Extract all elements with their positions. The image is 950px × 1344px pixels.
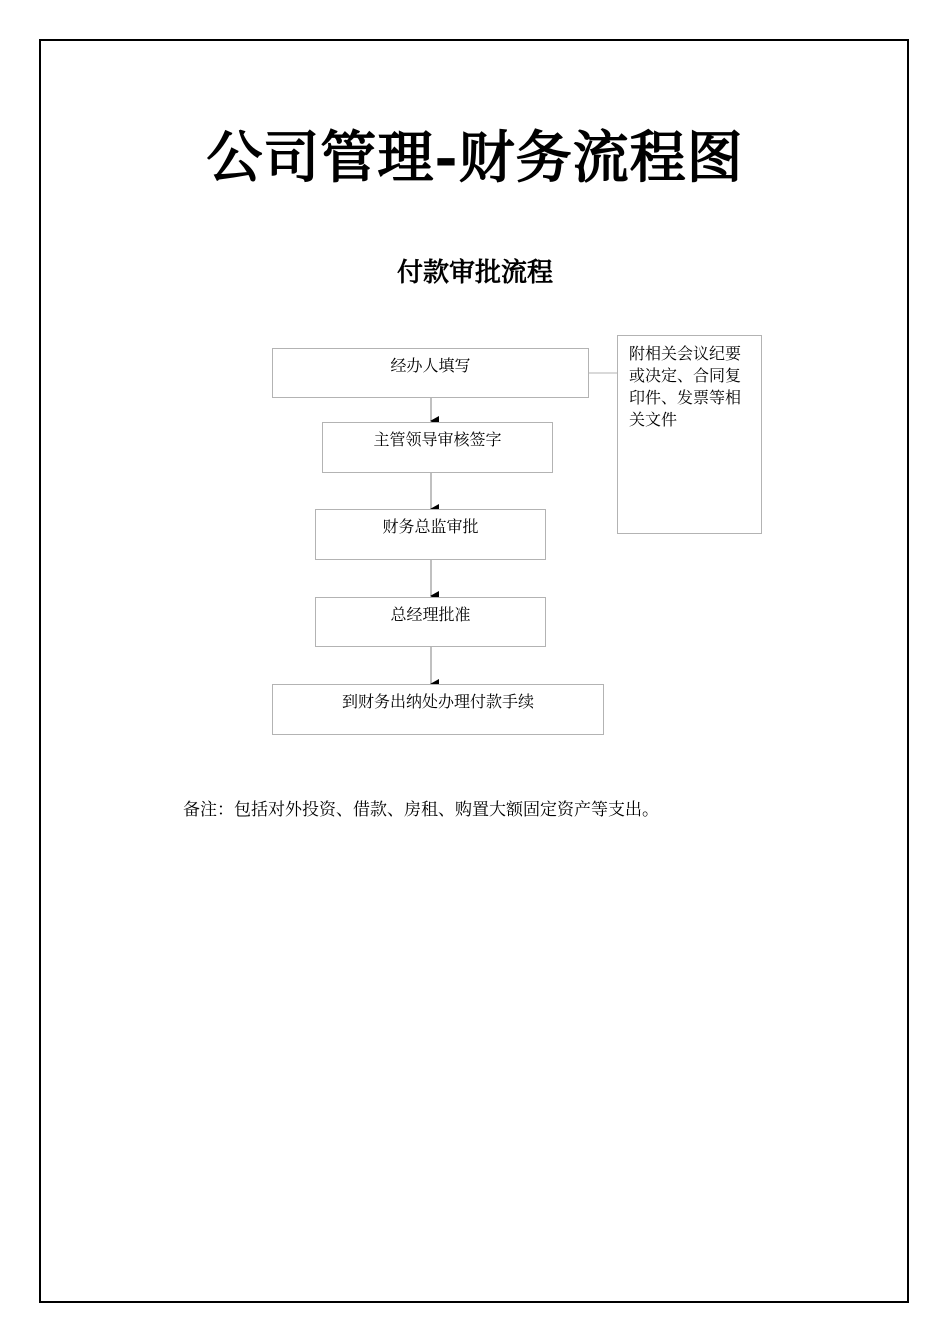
flow-step-cashier-payment: 到财务出纳处办理付款手续 bbox=[272, 684, 604, 735]
flow-step-applicant: 经办人填写 bbox=[272, 348, 589, 398]
flow-step-gm-approval: 总经理批准 bbox=[315, 597, 546, 647]
flow-step-cfo-approval: 财务总监审批 bbox=[315, 509, 546, 560]
flow-subtitle: 付款审批流程 bbox=[396, 258, 553, 288]
remark-text: 备注：包括对外投资、借款、房租、购置大额固定资产等支出。 bbox=[183, 800, 659, 820]
flow-step-supervisor-review: 主管领导审核签字 bbox=[322, 422, 553, 473]
side-note-box: 附相关会议纪要或决定、合同复印件、发票等相关文件 bbox=[617, 335, 762, 534]
document-title: 公司管理-财务流程图 bbox=[206, 125, 744, 191]
